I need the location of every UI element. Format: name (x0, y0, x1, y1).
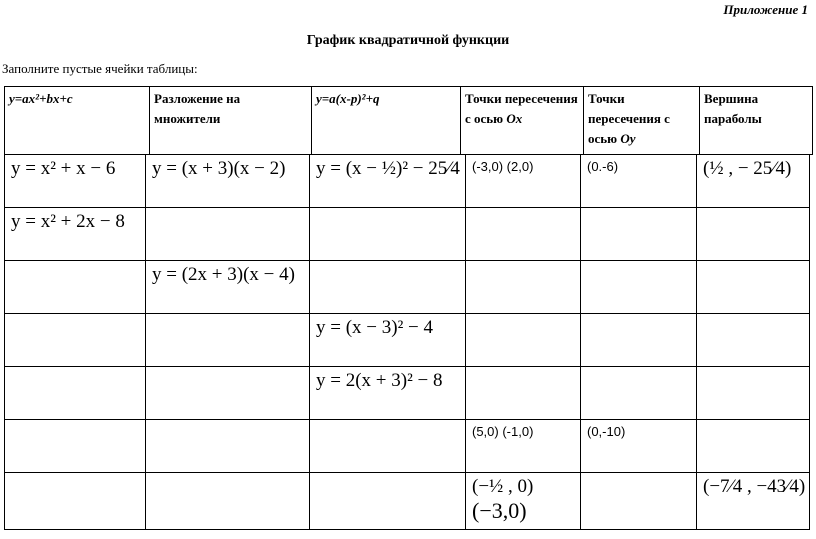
cell-factored[interactable] (146, 208, 310, 261)
cell-oy[interactable] (581, 155, 697, 208)
cell-vertex-form[interactable] (310, 261, 466, 314)
cell-oy[interactable] (581, 314, 697, 367)
cell-general[interactable] (5, 261, 146, 314)
answer-ox: (5,0) (-1,0) (472, 424, 534, 439)
math-ox-1: (−½ , 0) (472, 476, 534, 497)
cell-general[interactable] (5, 314, 146, 367)
table-row (5, 261, 810, 314)
table-row (5, 314, 810, 367)
col-vertex-form: y=a(x-p)²+q (312, 87, 461, 155)
table-row (5, 473, 810, 530)
cell-ox[interactable] (466, 208, 581, 261)
cell-vertex[interactable] (697, 367, 810, 420)
cell-factored[interactable] (146, 261, 310, 314)
cell-factored[interactable] (146, 314, 310, 367)
col-ox-text: Точки пересечения с осью (465, 91, 578, 126)
table-row (5, 155, 810, 208)
col-ox-axis: Ox (506, 111, 523, 126)
cell-vertex[interactable] (697, 473, 810, 530)
math-vertex-form: y = (x − 3)² − 4 (316, 317, 433, 338)
math-vertex: (−7⁄4 , −43⁄4) (703, 476, 806, 497)
cell-ox[interactable] (466, 261, 581, 314)
cell-oy[interactable] (581, 261, 697, 314)
math-factored: y = (2x + 3)(x − 4) (152, 264, 295, 285)
cell-general[interactable] (5, 208, 146, 261)
cell-ox[interactable] (466, 473, 581, 530)
answer-oy: (0,-10) (587, 424, 626, 439)
cell-vertex[interactable] (697, 314, 810, 367)
cell-general[interactable] (5, 155, 146, 208)
table-row (5, 208, 810, 261)
appendix-label: Приложение 1 (723, 2, 808, 17)
cell-oy[interactable] (581, 473, 697, 530)
cell-vertex-form[interactable] (310, 367, 466, 420)
col-oy-axis: Oy (620, 131, 636, 146)
cell-oy[interactable] (581, 208, 697, 261)
math-vertex-form: y = 2(x + 3)² − 8 (316, 370, 443, 391)
col-general-form: y=ax²+bx+c (5, 87, 150, 155)
cell-factored[interactable] (146, 155, 310, 208)
cell-vertex[interactable] (697, 208, 810, 261)
col-factored: Разложение на множители (150, 87, 312, 155)
cell-factored[interactable] (146, 367, 310, 420)
answer-table (4, 154, 810, 530)
cell-vertex-form[interactable] (310, 314, 466, 367)
cell-vertex[interactable] (697, 155, 810, 208)
cell-ox[interactable] (466, 314, 581, 367)
cell-vertex-form[interactable] (310, 208, 466, 261)
page-title: График квадратичной функции (306, 33, 510, 48)
math-ox-2: (−3,0) (472, 498, 527, 523)
math-vertex: (½ , − 25⁄4) (703, 158, 792, 179)
cell-ox[interactable] (466, 367, 581, 420)
cell-oy[interactable] (581, 367, 697, 420)
cell-vertex[interactable] (697, 420, 810, 473)
cell-general[interactable] (5, 420, 146, 473)
cell-general[interactable] (5, 473, 146, 530)
cell-vertex-form[interactable] (310, 155, 466, 208)
cell-vertex-form[interactable] (310, 420, 466, 473)
table-row (5, 420, 810, 473)
cell-vertex[interactable] (697, 261, 810, 314)
cell-oy[interactable] (581, 420, 697, 473)
math-vertex-form: y = (x − ½)² − 25⁄4 (316, 158, 460, 179)
math-factored: y = (x + 3)(x − 2) (152, 158, 286, 179)
header-table (4, 86, 813, 155)
math-general: y = x² + x − 6 (11, 158, 116, 179)
cell-factored[interactable] (146, 473, 310, 530)
col-oy-intersections (584, 87, 700, 155)
col-vertex: Вершина параболы (700, 87, 813, 155)
answer-oy: (0.-6) (587, 159, 619, 174)
answer-ox: (-3,0) (2,0) (472, 159, 534, 174)
cell-ox[interactable] (466, 155, 581, 208)
cell-factored[interactable] (146, 420, 310, 473)
math-general: y = x² + 2x − 8 (11, 211, 125, 232)
instruction-text: Заполните пустые ячейки таблицы: (2, 61, 198, 76)
cell-vertex-form[interactable] (310, 473, 466, 530)
col-oy-text: Точки пересечения с осью (588, 91, 670, 146)
cell-general[interactable] (5, 367, 146, 420)
table-row (5, 367, 810, 420)
cell-ox[interactable] (466, 420, 581, 473)
col-ox-intersections (461, 87, 584, 155)
